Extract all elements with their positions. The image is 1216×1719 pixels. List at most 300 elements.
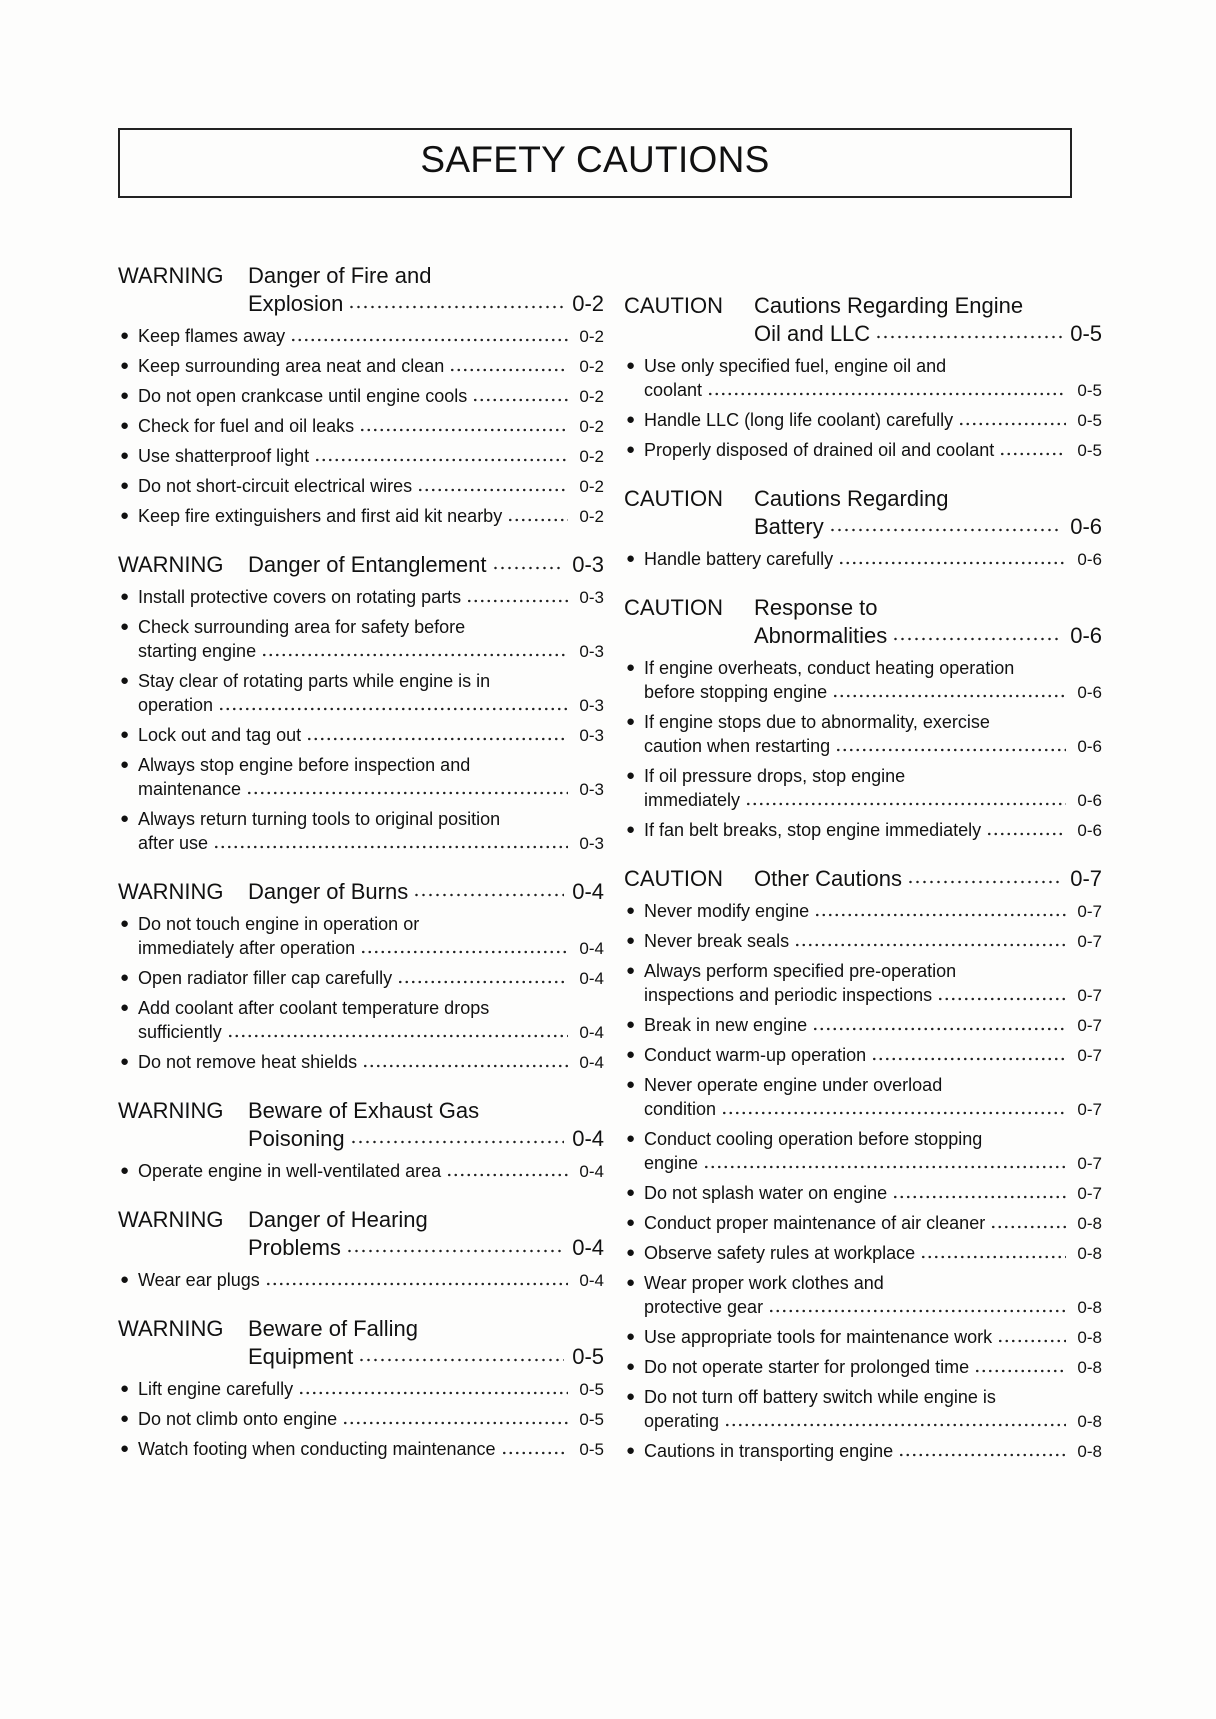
item-text: Handle LLC (long life coolant) carefully (644, 410, 954, 430)
bullet-icon: ● (626, 962, 636, 979)
item-text: Do not open crankcase until engine cools (138, 386, 468, 406)
toc-entry-line[interactable] (138, 1159, 604, 1184)
dot-leader (892, 1194, 1066, 1200)
toc-item[interactable] (118, 585, 604, 610)
toc-section (624, 292, 1102, 463)
toc-item[interactable] (118, 504, 604, 529)
toc-entry-line[interactable] (644, 1355, 1102, 1380)
toc-entry-line[interactable] (138, 693, 604, 718)
section-title (248, 1315, 604, 1371)
bullet-icon: ● (626, 1442, 636, 1459)
dot-leader (958, 421, 1066, 427)
toc-item[interactable] (118, 1377, 604, 1402)
item-page-number: 0-5 (1077, 441, 1102, 460)
toc-section (118, 878, 604, 1075)
section-title-line1: Danger of Fire and (248, 263, 432, 288)
item-text-line1: Always perform specified pre-operation (644, 961, 957, 981)
section-items (118, 1268, 604, 1293)
toc-entry-line[interactable] (138, 1407, 604, 1432)
bullet-icon: ● (120, 618, 130, 635)
section-items (118, 585, 604, 856)
toc-entry-line[interactable] (754, 320, 1102, 348)
title-box (118, 128, 1072, 198)
toc-entry-line[interactable] (644, 1211, 1102, 1236)
item-page-number: 0-4 (579, 1023, 604, 1042)
dot-leader (261, 652, 568, 658)
severity-label: WARNING (118, 552, 224, 577)
toc-item[interactable] (118, 723, 604, 748)
item-page-number: 0-2 (579, 387, 604, 406)
toc-item[interactable] (624, 1325, 1102, 1350)
section-heading[interactable] (118, 551, 604, 579)
item-text: operation (138, 695, 214, 715)
bullet-icon: ● (120, 672, 130, 689)
item-page-number: 0-6 (1077, 821, 1102, 840)
toc-section (624, 485, 1102, 572)
dot-leader (346, 1248, 564, 1254)
bullet-icon: ● (120, 477, 130, 494)
toc-section (624, 594, 1102, 843)
section-items (118, 324, 604, 529)
item-page-number: 0-7 (1077, 1100, 1102, 1119)
item-page-number: 0-3 (579, 696, 604, 715)
toc-entry-line[interactable] (138, 324, 604, 349)
bullet-icon: ● (626, 1130, 636, 1147)
toc-item[interactable] (118, 1437, 604, 1462)
item-text: operating (644, 1411, 720, 1431)
toc-item[interactable] (624, 764, 1102, 813)
toc-entry-line[interactable] (138, 723, 604, 748)
item-text-line1: If engine stops due to abnormality, exercise (644, 712, 990, 732)
section-title-line2: Danger of Burns (248, 879, 409, 904)
section-page-number: 0-6 (1070, 623, 1102, 648)
item-page-number: 0-7 (1077, 986, 1102, 1005)
dot-leader (246, 790, 568, 796)
toc-entry-line[interactable] (248, 1125, 604, 1153)
dot-leader (290, 337, 568, 343)
toc-entry-line[interactable] (644, 1325, 1102, 1350)
bullet-icon: ● (626, 1328, 636, 1345)
item-page-number: 0-7 (1077, 1046, 1102, 1065)
toc-entry-line[interactable] (644, 1097, 1102, 1122)
section-title (754, 865, 1102, 893)
item-page-number: 0-4 (579, 939, 604, 958)
toc-entry-line[interactable] (754, 622, 1102, 650)
toc-item[interactable] (624, 438, 1102, 463)
toc-entry-line[interactable] (644, 983, 1102, 1008)
bullet-icon: ● (626, 932, 636, 949)
toc-entry-line[interactable] (138, 474, 604, 499)
dot-leader (446, 1172, 568, 1178)
section-heading[interactable] (624, 594, 1102, 650)
toc-entry-line[interactable] (644, 788, 1102, 813)
toc-item[interactable] (624, 547, 1102, 572)
item-text: starting engine (138, 641, 257, 661)
toc-item[interactable] (624, 929, 1102, 954)
section-page-number: 0-4 (572, 879, 604, 904)
item-text: Properly disposed of drained oil and coolant (644, 440, 995, 460)
toc-entry-line[interactable] (644, 1241, 1102, 1266)
item-text: Observe safety rules at workplace (644, 1243, 916, 1263)
item-page-number: 0-8 (1077, 1412, 1102, 1431)
toc-item[interactable] (118, 669, 604, 718)
dot-leader (724, 1422, 1066, 1428)
toc-entry-line[interactable] (644, 438, 1102, 463)
bullet-icon: ● (120, 357, 130, 374)
dot-leader (990, 1224, 1066, 1230)
item-text: Use shatterproof light (138, 446, 310, 466)
item-text: coolant (644, 380, 703, 400)
section-page-number: 0-4 (572, 1126, 604, 1151)
severity-label: WARNING (118, 1207, 224, 1232)
dot-leader (999, 451, 1066, 457)
item-text: Do not climb onto engine (138, 1409, 338, 1429)
dot-leader (397, 979, 568, 985)
item-page-number: 0-6 (1077, 737, 1102, 756)
section-title-line2: Battery (754, 514, 824, 539)
item-text-line1: Do not touch engine in operation or (138, 914, 420, 934)
item-text: protective gear (644, 1297, 764, 1317)
bullet-icon: ● (120, 1053, 130, 1070)
toc-entry-line[interactable] (138, 384, 604, 409)
section-title-line2: Poisoning (248, 1126, 345, 1151)
bullet-icon: ● (626, 1076, 636, 1093)
toc-item[interactable] (118, 444, 604, 469)
toc-entry-line[interactable] (138, 1050, 604, 1075)
item-page-number: 0-6 (1077, 550, 1102, 569)
dot-leader (218, 706, 568, 712)
section-page-number: 0-3 (572, 552, 604, 577)
item-text: Handle battery carefully (644, 549, 834, 569)
dot-leader (213, 844, 568, 850)
toc-entry-line[interactable] (644, 378, 1102, 403)
toc-entry-line[interactable] (644, 1439, 1102, 1464)
toc-entry-line[interactable] (138, 1437, 604, 1462)
toc-entry-line[interactable] (138, 831, 604, 856)
dot-leader (838, 560, 1066, 566)
item-text: Open radiator filler cap carefully (138, 968, 393, 988)
toc-entry-line[interactable] (644, 734, 1102, 759)
dot-leader (768, 1308, 1066, 1314)
section-title (248, 878, 604, 906)
dot-leader (306, 736, 568, 742)
toc-item[interactable] (118, 354, 604, 379)
bullet-icon: ● (626, 821, 636, 838)
dot-leader (417, 487, 568, 493)
toc-entry-line[interactable] (644, 818, 1102, 843)
section-page-number: 0-4 (572, 1235, 604, 1260)
toc-entry-line[interactable] (644, 680, 1102, 705)
dot-leader (794, 942, 1066, 948)
section-title-line1: Beware of Falling (248, 1316, 418, 1341)
toc-entry-line[interactable] (248, 1343, 604, 1371)
bullet-icon: ● (120, 447, 130, 464)
section-heading[interactable] (118, 1315, 604, 1371)
toc-item[interactable] (118, 753, 604, 802)
dot-leader (362, 1063, 568, 1069)
toc-entry-line[interactable] (644, 1181, 1102, 1206)
toc-item[interactable] (118, 414, 604, 439)
item-text: Never break seals (644, 931, 790, 951)
toc-entry-line[interactable] (138, 639, 604, 664)
item-page-number: 0-5 (579, 1440, 604, 1459)
item-page-number: 0-7 (1077, 932, 1102, 951)
bullet-icon: ● (626, 767, 636, 784)
item-page-number: 0-5 (1077, 381, 1102, 400)
section-title-line1: Beware of Exhaust Gas (248, 1098, 480, 1123)
toc-item[interactable] (624, 1241, 1102, 1266)
toc-item[interactable] (624, 959, 1102, 1008)
item-text-line1: Always return turning tools to original position (138, 809, 501, 829)
item-page-number: 0-8 (1077, 1442, 1102, 1461)
dot-leader (721, 1110, 1066, 1116)
toc-entry-line[interactable] (138, 777, 604, 802)
bullet-icon: ● (626, 357, 636, 374)
item-text: Cautions in transporting engine (644, 1441, 894, 1461)
toc-entry-line[interactable] (138, 1020, 604, 1045)
item-text: inspections and periodic inspections (644, 985, 933, 1005)
dot-leader (707, 391, 1066, 397)
toc-entry-line[interactable] (644, 929, 1102, 954)
dot-leader (907, 879, 1062, 885)
right-column (624, 292, 1102, 1486)
item-text: Watch footing when conducting maintenance (138, 1439, 496, 1459)
toc-item[interactable] (624, 1127, 1102, 1176)
dot-leader (814, 912, 1066, 918)
toc-item[interactable] (624, 1439, 1102, 1464)
section-title-line2: Oil and LLC (754, 321, 871, 346)
toc-item[interactable] (624, 1211, 1102, 1236)
toc-item[interactable] (624, 1013, 1102, 1038)
item-text-line1: Check surrounding area for safety before (138, 617, 466, 637)
severity-label: WARNING (118, 879, 224, 904)
dot-leader (466, 598, 568, 604)
bullet-icon: ● (120, 999, 130, 1016)
item-text: sufficiently (138, 1022, 222, 1042)
section-page-number: 0-7 (1070, 866, 1102, 891)
dot-leader (298, 1390, 568, 1396)
section-heading[interactable] (118, 878, 604, 906)
item-page-number: 0-6 (1077, 683, 1102, 702)
toc-item[interactable] (624, 1181, 1102, 1206)
item-text: Lock out and tag out (138, 725, 302, 745)
section-title-line1: Cautions Regarding Engine (754, 293, 1024, 318)
item-page-number: 0-4 (579, 1271, 604, 1290)
toc-entry-line[interactable] (138, 1377, 604, 1402)
item-text: Conduct proper maintenance of air cleaner (644, 1213, 986, 1233)
toc-item[interactable] (624, 354, 1102, 403)
item-text-line1: Always stop engine before inspection and (138, 755, 471, 775)
dot-leader (359, 427, 568, 433)
item-text: Conduct warm-up operation (644, 1045, 867, 1065)
item-page-number: 0-5 (1077, 411, 1102, 430)
item-page-number: 0-8 (1077, 1358, 1102, 1377)
dot-leader (898, 1452, 1066, 1458)
toc-entry-line[interactable] (248, 878, 604, 906)
item-text: Break in new engine (644, 1015, 808, 1035)
severity-label: CAUTION (624, 293, 723, 318)
bullet-icon: ● (120, 1440, 130, 1457)
toc-entry-line[interactable] (644, 1409, 1102, 1434)
severity-label: WARNING (118, 1316, 224, 1341)
toc-entry-line[interactable] (754, 513, 1102, 541)
toc-entry-line[interactable] (138, 414, 604, 439)
bullet-icon: ● (120, 1380, 130, 1397)
bullet-icon: ● (120, 507, 130, 524)
toc-entry-line[interactable] (248, 1234, 604, 1262)
item-text: Do not splash water on engine (644, 1183, 888, 1203)
bullet-icon: ● (120, 1162, 130, 1179)
toc-item[interactable] (624, 1073, 1102, 1122)
section-heading[interactable] (624, 485, 1102, 541)
toc-section (118, 262, 604, 529)
section-heading[interactable] (118, 1097, 604, 1153)
item-page-number: 0-8 (1077, 1328, 1102, 1347)
bullet-icon: ● (626, 411, 636, 428)
toc-item[interactable] (624, 1385, 1102, 1434)
section-heading[interactable] (624, 865, 1102, 893)
bullet-icon: ● (626, 713, 636, 730)
bullet-icon: ● (120, 1410, 130, 1427)
toc-item[interactable] (118, 474, 604, 499)
dot-leader (745, 801, 1066, 807)
toc-section (118, 1206, 604, 1293)
toc-item[interactable] (624, 1271, 1102, 1320)
item-page-number: 0-7 (1077, 1016, 1102, 1035)
bullet-icon: ● (626, 550, 636, 567)
toc-item[interactable] (118, 1268, 604, 1293)
item-text-line1: If engine overheats, conduct heating operation (644, 658, 1015, 678)
toc-entry-line[interactable] (644, 1151, 1102, 1176)
item-text-line1: Do not turn off battery switch while engine is (644, 1387, 996, 1407)
toc-entry-line[interactable] (754, 865, 1102, 893)
item-text: caution when restarting (644, 736, 831, 756)
section-title-line1: Danger of Hearing (248, 1207, 428, 1232)
bullet-icon: ● (626, 1046, 636, 1063)
item-page-number: 0-2 (579, 327, 604, 346)
page-title: SAFETY CAUTIONS (420, 139, 770, 180)
toc-entry-line[interactable] (138, 444, 604, 469)
section-page-number: 0-5 (1070, 321, 1102, 346)
toc-item[interactable] (118, 807, 604, 856)
item-text: Keep fire extinguishers and first aid kit nearby (138, 506, 503, 526)
dot-leader (227, 1033, 568, 1039)
item-text-line1: Conduct cooling operation before stopping (644, 1129, 983, 1149)
dot-leader (350, 1139, 565, 1145)
toc-item[interactable] (118, 1407, 604, 1432)
dot-leader (492, 565, 565, 571)
toc-entry-line[interactable] (248, 551, 604, 579)
toc-entry-line[interactable] (644, 1043, 1102, 1068)
toc-item[interactable] (118, 1050, 604, 1075)
toc-entry-line[interactable] (644, 899, 1102, 924)
toc-item[interactable] (624, 1043, 1102, 1068)
bullet-icon: ● (120, 387, 130, 404)
bullet-icon: ● (626, 1244, 636, 1261)
item-text: Use appropriate tools for maintenance work (644, 1327, 993, 1347)
toc-item[interactable] (118, 912, 604, 961)
toc-item[interactable] (118, 324, 604, 349)
section-page-number: 0-5 (572, 1344, 604, 1369)
section-items (624, 547, 1102, 572)
toc-entry-line[interactable] (248, 290, 604, 318)
toc-item[interactable] (624, 1355, 1102, 1380)
item-page-number: 0-4 (579, 1162, 604, 1181)
dot-leader (871, 1056, 1066, 1062)
toc-item[interactable] (624, 899, 1102, 924)
dot-leader (832, 693, 1066, 699)
severity-label: WARNING (118, 263, 224, 288)
toc-item[interactable] (118, 384, 604, 409)
item-text-line1: Add coolant after coolant temperature drops (138, 998, 490, 1018)
item-page-number: 0-3 (579, 642, 604, 661)
section-title-line1: Cautions Regarding (754, 486, 949, 511)
item-page-number: 0-8 (1077, 1244, 1102, 1263)
section-title (248, 551, 604, 579)
item-text-line1: Never operate engine under overload (644, 1075, 943, 1095)
dot-leader (507, 517, 568, 523)
toc-item[interactable] (624, 656, 1102, 705)
toc-entry-line[interactable] (138, 966, 604, 991)
toc-entry-line[interactable] (644, 1013, 1102, 1038)
item-text: before stopping engine (644, 682, 828, 702)
toc-item[interactable] (118, 966, 604, 991)
toc-entry-line[interactable] (644, 547, 1102, 572)
bullet-icon: ● (626, 1274, 636, 1291)
item-text: Never modify engine (644, 901, 810, 921)
toc-entry-line[interactable] (138, 354, 604, 379)
section-heading[interactable] (118, 1206, 604, 1262)
item-text: engine (644, 1153, 699, 1173)
bullet-icon: ● (626, 902, 636, 919)
section-page-number: 0-2 (572, 291, 604, 316)
item-text-line1: Stay clear of rotating parts while engine is in (138, 671, 491, 691)
dot-leader (314, 457, 568, 463)
dot-leader (937, 996, 1066, 1002)
toc-item[interactable] (624, 710, 1102, 759)
toc-entry-line[interactable] (138, 1268, 604, 1293)
item-page-number: 0-2 (579, 447, 604, 466)
toc-item[interactable] (118, 996, 604, 1045)
toc-entry-line[interactable] (644, 1295, 1102, 1320)
toc-entry-line[interactable] (138, 504, 604, 529)
section-heading[interactable] (118, 262, 604, 318)
toc-item[interactable] (118, 615, 604, 664)
toc-entry-line[interactable] (138, 936, 604, 961)
toc-item[interactable] (118, 1159, 604, 1184)
item-page-number: 0-3 (579, 726, 604, 745)
toc-section (118, 551, 604, 856)
section-items (118, 912, 604, 1075)
toc-item[interactable] (624, 818, 1102, 843)
toc-item[interactable] (624, 408, 1102, 433)
section-heading[interactable] (624, 292, 1102, 348)
item-page-number: 0-3 (579, 588, 604, 607)
item-page-number: 0-8 (1077, 1298, 1102, 1317)
toc-entry-line[interactable] (644, 408, 1102, 433)
item-page-number: 0-7 (1077, 1184, 1102, 1203)
item-page-number: 0-5 (579, 1410, 604, 1429)
severity-label: CAUTION (624, 595, 723, 620)
section-title-line1: Response to (754, 595, 878, 620)
toc-section (624, 865, 1102, 1464)
section-title-line2: Explosion (248, 291, 344, 316)
section-items (118, 1377, 604, 1462)
item-text: after use (138, 833, 209, 853)
dot-leader (265, 1281, 568, 1287)
toc-entry-line[interactable] (138, 585, 604, 610)
bullet-icon: ● (626, 1358, 636, 1375)
